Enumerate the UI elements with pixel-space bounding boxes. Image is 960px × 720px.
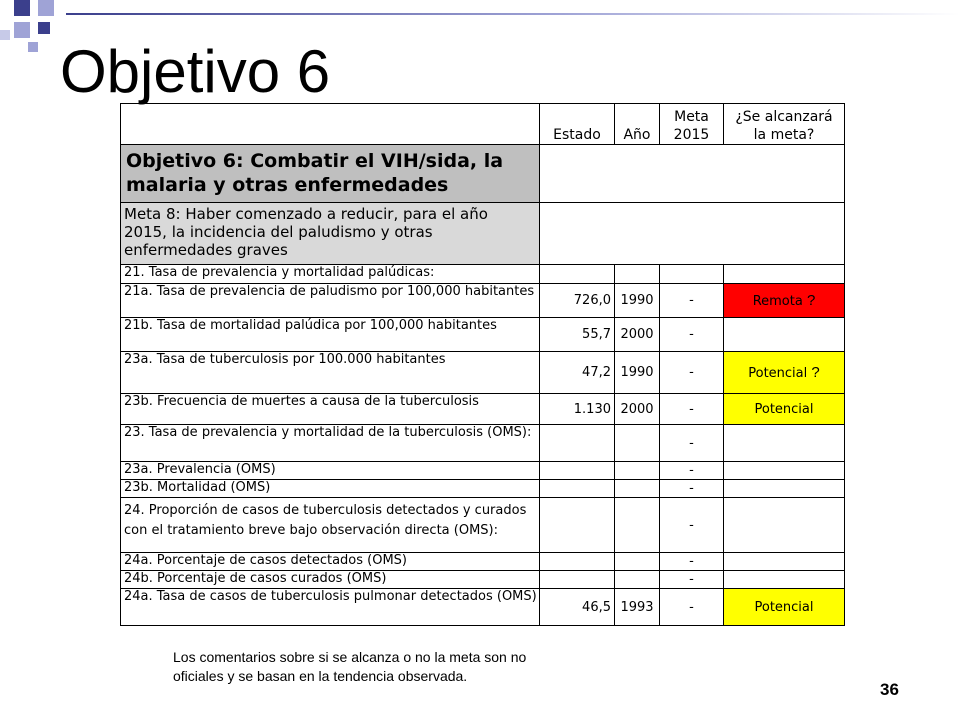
row-meta: - xyxy=(660,352,724,394)
row-meta: - xyxy=(660,571,724,589)
objective-line2: malaria y otras enfermedades xyxy=(126,174,449,196)
footnote xyxy=(173,648,603,686)
row-label: 23a. Prevalencia (OMS) xyxy=(121,462,540,480)
row-estado xyxy=(540,425,615,462)
objective-cell xyxy=(121,145,540,203)
row-label: 23b. Mortalidad (OMS) xyxy=(121,480,540,498)
row-label: 21. Tasa de prevalencia y mortalidad palúdicas: xyxy=(121,265,540,284)
table-row xyxy=(121,462,845,480)
slide-title: Objetivo 6 xyxy=(60,38,331,105)
table-row xyxy=(121,425,845,462)
row-estado: 55,7 xyxy=(540,318,615,352)
row-anio: 2000 xyxy=(615,394,660,425)
row-anio xyxy=(615,425,660,462)
header-meta-line1: Meta xyxy=(674,109,709,125)
table-row xyxy=(121,394,845,425)
row-estado: 47,2 xyxy=(540,352,615,394)
table-row xyxy=(121,352,845,394)
row-anio xyxy=(615,571,660,589)
goal-cell xyxy=(121,203,540,265)
decor-square-2 xyxy=(38,0,54,16)
header-meta-line2: 2015 xyxy=(673,127,710,143)
row-label: 23b. Frecuencia de muertes a causa de la tuberculosis xyxy=(121,394,540,425)
row-anio: 1993 xyxy=(615,589,660,626)
objective-line1: Objetivo 6: Combatir el VIH/sida, la xyxy=(126,150,504,172)
row-status xyxy=(724,462,845,480)
row-status xyxy=(724,498,845,553)
row-status xyxy=(724,480,845,498)
objective-row xyxy=(121,145,845,203)
row-status-potencial xyxy=(724,352,845,394)
row-meta: - xyxy=(660,462,724,480)
row-meta: - xyxy=(660,498,724,553)
objective-empty xyxy=(540,145,845,203)
header-meta xyxy=(660,104,724,145)
row-status xyxy=(724,318,845,352)
table-row xyxy=(121,498,845,553)
footnote-line2: oficiales y se basan en la tendencia observada. xyxy=(173,668,468,684)
header-blank xyxy=(121,104,540,145)
row-status xyxy=(724,571,845,589)
decor-square-5 xyxy=(38,22,50,34)
row-anio xyxy=(615,462,660,480)
row-label: 21a. Tasa de prevalencia de paludismo por 100,000 habitantes xyxy=(121,284,540,318)
row-estado xyxy=(540,498,615,553)
header-anio: Año xyxy=(615,104,660,145)
row-anio: 2000 xyxy=(615,318,660,352)
header-estado: Estado xyxy=(540,104,615,145)
row-estado xyxy=(540,571,615,589)
row-meta: - xyxy=(660,394,724,425)
decor-square-3 xyxy=(14,22,30,38)
goal-line3: enfermedades graves xyxy=(124,241,288,259)
row-label: 23. Tasa de prevalencia y mortalidad de la tuberculosis (OMS): xyxy=(121,425,540,462)
objective-table xyxy=(120,103,845,626)
row-estado xyxy=(540,553,615,571)
table-header-row xyxy=(121,104,845,145)
goal-row xyxy=(121,203,845,265)
goal-empty xyxy=(540,203,845,265)
decor-square-4 xyxy=(0,30,10,40)
row-status xyxy=(724,265,845,284)
row-estado xyxy=(540,462,615,480)
goal-line1: Meta 8: Haber comenzado a reducir, para el año xyxy=(124,205,488,223)
row-status xyxy=(724,553,845,571)
row-estado: 46,5 xyxy=(540,589,615,626)
row-anio: 1990 xyxy=(615,284,660,318)
header-alcanzara xyxy=(724,104,845,145)
table-row xyxy=(121,284,845,318)
status-label: Remota xyxy=(752,293,803,309)
header-alcanzara-line2: la meta? xyxy=(753,127,815,143)
row-label-line2: con el tratamiento breve bajo observación directa (OMS): xyxy=(124,523,498,538)
row-estado xyxy=(540,480,615,498)
table-row xyxy=(121,265,845,284)
row-meta: - xyxy=(660,480,724,498)
row-label: 24a. Tasa de casos de tuberculosis pulmonar detectados (OMS) xyxy=(121,589,540,626)
row-anio xyxy=(615,498,660,553)
row-anio xyxy=(615,480,660,498)
question-mark: ? xyxy=(811,363,820,381)
row-meta: - xyxy=(660,425,724,462)
status-label: Potencial xyxy=(748,365,808,381)
decor-bar xyxy=(66,13,960,15)
row-meta: - xyxy=(660,589,724,626)
row-meta xyxy=(660,265,724,284)
question-mark: ? xyxy=(806,291,816,309)
row-status-potencial: Potencial xyxy=(724,589,845,626)
header-alcanzara-line1: ¿Se alcanzará xyxy=(735,109,833,125)
row-estado: 726,0 xyxy=(540,284,615,318)
row-meta: - xyxy=(660,553,724,571)
row-label: 23a. Tasa de tuberculosis por 100.000 habitantes xyxy=(121,352,540,394)
row-label: 21b. Tasa de mortalidad palúdica por 100,000 habitantes xyxy=(121,318,540,352)
row-meta: - xyxy=(660,318,724,352)
table-row xyxy=(121,480,845,498)
footnote-line1: Los comentarios sobre si se alcanza o no la meta son no xyxy=(173,649,527,665)
row-label-line1: 24. Proporción de casos de tuberculosis detectados y curados xyxy=(124,503,527,518)
row-status-potencial: Potencial xyxy=(724,394,845,425)
row-anio xyxy=(615,553,660,571)
row-label xyxy=(121,498,540,553)
decor-square-6 xyxy=(28,42,38,52)
table-row xyxy=(121,318,845,352)
row-label: 24a. Porcentaje de casos detectados (OMS) xyxy=(121,553,540,571)
row-status xyxy=(724,425,845,462)
row-estado xyxy=(540,265,615,284)
row-label: 24b. Porcentaje de casos curados (OMS) xyxy=(121,571,540,589)
row-status-remota xyxy=(724,284,845,318)
row-estado: 1.130 xyxy=(540,394,615,425)
decor-square-1 xyxy=(14,0,30,16)
table-row xyxy=(121,571,845,589)
table-row xyxy=(121,589,845,626)
row-anio xyxy=(615,265,660,284)
row-meta: - xyxy=(660,284,724,318)
table-row xyxy=(121,553,845,571)
page-number: 36 xyxy=(880,680,899,699)
row-anio: 1990 xyxy=(615,352,660,394)
goal-line2: 2015, la incidencia del paludismo y otras xyxy=(124,223,433,241)
